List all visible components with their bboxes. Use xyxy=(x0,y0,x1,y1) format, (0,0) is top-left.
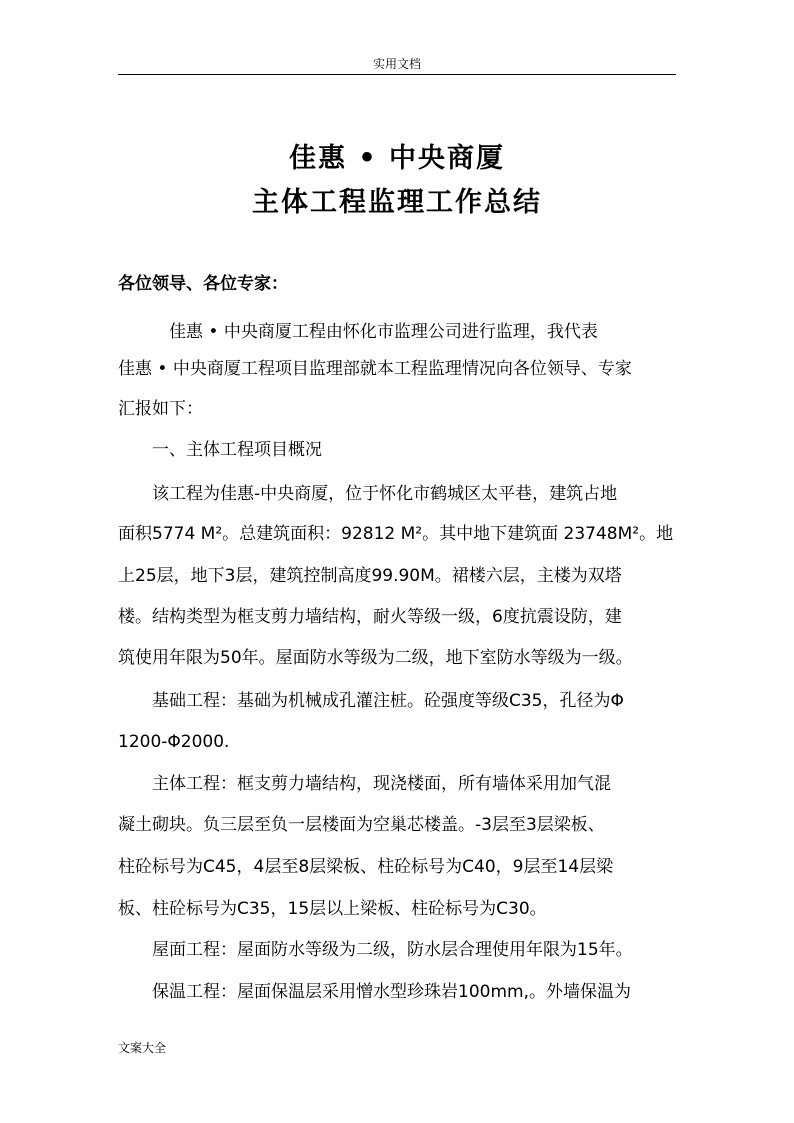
salutation: 各位领导、各位专家： xyxy=(118,274,288,294)
document-title-line-2: 主体工程监理工作总结 xyxy=(252,187,542,218)
document-title-line-1: 佳惠 • 中央商厦 xyxy=(288,143,506,174)
body-line: 板、柱砼标号为C35，15层以上梁板、柱砼标号为C30。 xyxy=(118,899,547,919)
body-line: 基础工程：基础为机械成孔灌注桩。砼强度等级C35，孔径为Φ xyxy=(118,691,624,711)
body-line: 上25层，地下3层，建筑控制高度99.90M。裙楼六层，主楼为双塔 xyxy=(118,566,622,586)
body-line: 佳惠 • 中央商厦工程项目监理部就本工程监理情况向各位领导、专家 xyxy=(118,359,632,379)
body-line: 面积5774 M²。总建筑面积：92812 M²。其中地下建筑面 23748M²。地 xyxy=(118,524,674,544)
body-line: 保温工程：屋面保温层采用憎水型珍珠岩100mm,。外墙保温为 xyxy=(118,982,631,1002)
body-line: 佳惠 • 中央商厦工程由怀化市监理公司进行监理，我代表 xyxy=(118,322,598,342)
body-line: 主体工程：框支剪力墙结构，现浇楼面，所有墙体采用加气混 xyxy=(118,774,611,794)
section-heading: 一、主体工程项目概况 xyxy=(118,440,322,460)
body-line: 1200-Φ2000. xyxy=(118,732,230,752)
body-line: 凝土砌块。负三层至负一层楼面为空巢芯楼盖。-3层至3层梁板、 xyxy=(118,815,605,835)
body-line: 柱砼标号为C45，4层至8层梁板、柱砼标号为C40，9层至14层梁 xyxy=(118,857,614,877)
body-line: 该工程为佳惠-中央商厦，位于怀化市鹤城区太平巷，建筑占地 xyxy=(118,484,618,504)
body-line: 汇报如下： xyxy=(118,399,203,419)
body-line: 屋面工程：屋面防水等级为二级，防水层合理使用年限为15年。 xyxy=(118,940,633,960)
header-rule xyxy=(118,74,676,75)
body-line: 筑使用年限为50年。屋面防水等级为二级，地下室防水等级为一级。 xyxy=(118,648,633,668)
body-line: 楼。结构类型为框支剪力墙结构，耐火等级一级，6度抗震设防，建 xyxy=(118,607,622,627)
page-header: 实用文档 xyxy=(372,57,421,71)
page-footer: 文案大全 xyxy=(118,1041,167,1055)
